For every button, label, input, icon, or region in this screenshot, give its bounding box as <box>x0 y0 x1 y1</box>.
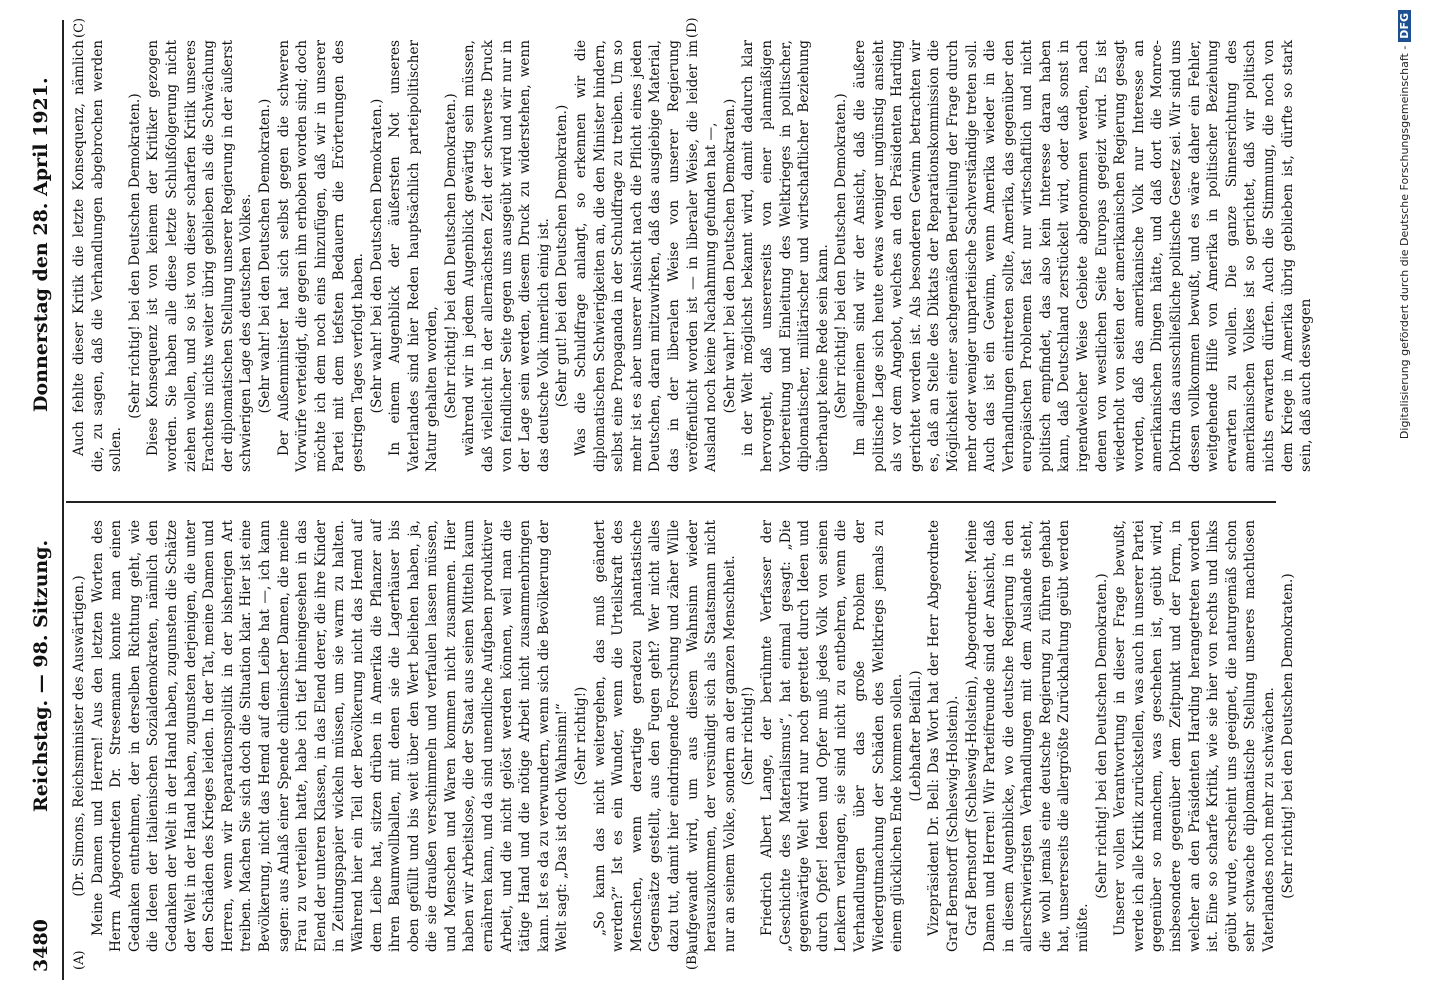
interjection: (Lebhafter Beifall.) <box>907 670 924 802</box>
paragraph: Was die Schuldfrage anlangt, so erkennen wir die diplomatischen Schwierigkeiten an, die den Minister hindern, selbst eine Propaganda in der Schuldfrage zu treiben. Um so mehr ist es aber unserer Ansicht nach die Pflicht eines jeden Deutschen, daran mitzuwirken, daß das ausgiebige Material, das in der liberalen Weise von unserer Regierung veröffentlicht worden ist — in liberaler Weise, die leider im Ausland noch keine Nachahmung gefunden hat —, <box>573 40 720 472</box>
left-column <box>70 520 1297 952</box>
margin-mark-d: (D) <box>685 17 700 38</box>
margin-mark-c: (C) <box>72 17 87 38</box>
paragraph: Der Außenminister hat sich selbst gegen die schweren Vorwürfe verteidigt, die gegen ihn erhoben worden sind; doch möchte ich dem noch eins hinzufügen, daß wir in unserer Partei mit dem tiefsten Bedauern die Erörterungen des gestrigen Tages verfolgt haben. <box>275 40 366 472</box>
interjection: (Sehr gut! bei den Deutschen Demokraten.) <box>554 104 571 408</box>
paragraph: Friedrich Albert Lange, der berühmte Verfasser der „Geschichte des Materialismus“, hat einmal gesagt: „Die gegenwärtige Welt wird nur noch gerettet durch Ideen und durch Opfer! Ideen und Opfer muß jedes Volk von seinen Lenkern verlangen, sie sind nicht zu entbehren, wenn die Verhandlungen über das große Problem der Wiedergutmachung der Schäden des Weltkriegs jemals zu einem glücklichen Ende kommen sollen. <box>758 520 906 952</box>
interjection: (Sehr richtig! bei den Deutschen Demokraten.) <box>833 93 850 419</box>
paragraph: In einem Augenblick der äußersten Not unseres Vaterlandes sind hier Reden hauptsächlich parteipolitischer Natur gehalten worden, <box>387 40 441 472</box>
interjection: (Sehr richtig!) <box>573 686 590 786</box>
page-header <box>24 28 62 972</box>
paragraph: „So kann das nicht weitergehen, das muß geändert werden?“ Ist es ein Wunder, wenn die Urteilskraft des Menschen, wenn derartige geradezu phantastische Gegensätze gestellt, aus den Fugen geht? Wer nicht alles dazu tut, damit hier eindringende Forschung und zäher Wille aufgewandt wird, um aus diesem Wahnsinn wieder herauszukommen, der versündigt sich als Staatsmann nicht nur an seinem Volke, sondern an der ganzen Menschheit. <box>591 520 738 952</box>
page-number: 3480 <box>30 919 52 972</box>
right-column <box>70 40 1316 472</box>
interjection: (Sehr richtig! bei den Deutschen Demokraten.) <box>126 93 143 419</box>
paragraph: Diese Konsequenz ist von keinem der Kritiker gezogen worden. Sie haben alle diese letzte Schlußfolgerung nicht ziehen wollen, und so ist von dieser scharfen Kritik unseres Erachtens nichts weiter übrig geblieben als die Schwächung der diplomatischen Stellung unserer Regierung in der äußerst schwierigen Lage des deutschen Volkes. <box>145 40 255 472</box>
interjection: (Sehr wahr! bei den Deutschen Demokraten.) <box>721 98 738 414</box>
paragraph: Auch fehlte dieser Kritik die letzte Konsequenz, nämlich die, zu sagen, daß die Verhandlungen abgebrochen werden sollen. <box>71 40 125 472</box>
interjection: (Sehr richtig! bei den Deutschen Demokraten.) <box>442 93 459 419</box>
paragraph: Graf Bernstorff (Schleswig-Holstein), Abgeordneter: Meine Damen und Herren! Wir Parteifreunde sind der Ansicht, daß in diesem Augenblicke, wo die deutsche Regierung in den allerschwierigsten Verhandlungen mit dem Auslande steht, die wohl jemals eine deutsche Regierung zu führen gehabt hat, unsererseits die allergrößte Zurückhaltung geübt werden müßte. <box>963 520 1092 952</box>
digitization-note <box>1398 10 1411 990</box>
paragraph: Unserer vollen Verantwortung in dieser Frage bewußt, werde ich alle Kritik zurückstellen, was auch in unserer Partei gegenüber so manchem, was geschehen ist, geübt wird, insbesondere gegenüber dem Zeitpunkt und der Form, in welcher an den Präsidenten Harding herangetreten worden ist. Eine so scharfe Kritik, wie sie hier von rechts und links geübt wurde, erscheint uns geeignet, die naturgemäß schon sehr schwache diplomatische Stellung unseres machtlosen Vaterlandes noch mehr zu schwächen. <box>1112 520 1277 952</box>
paragraph: Im allgemeinen sind wir der Ansicht, daß die äußere politische Lage sich heute etwas weniger ungünstig ansieht als vor dem Angebot, welches an den Präsidenten Harding gerichtet worden ist. Als besonderen Gewinn betrachten wir es, daß an Stelle des Diktats der Reparationskommission die Möglichkeit einer sachgemäßen Beurteilung der Frage durch mehr oder weniger unparteiische Sachverständige treten soll. Auch das ist ein Gewinn, wenn Amerika wieder in die Verhandlungen eintreten sollte, Amerika, das gegenüber den europäischen Problemen fast nur wirtschaftlich und nicht politisch empfindet, das also kein Interesse daran haben kann, daß Deutschland zerstückelt wird, oder daß sonst in irgendwelcher Weise Gebiete abgenommen werden, nach denen von westlichen Seite Europas gegeizt wird. Es ist wiederholt von seiten der amerikanischen Regierung gesagt worden, daß das amerikanische Volk nur Interesse an amerikanischen Dingen hätte, und daß dort die Monroe-Doktrin das ausschließliche politische Gesetz sei. Wir sind uns dessen vollkommen bewußt, und es wäre daher ein Fehler, weitgehende Hilfe von Amerika in politischer Beziehung erwarten zu wollen. Die ganze Sinnesrichtung des amerikanischen Volkes ist so gerichtet, daß wir politisch nichts erwarten dürfen. Auch die Stimmung, die noch von dem Kriege in Amerika übrig geblieben ist, dürfte so stark sein, daß auch deswegen <box>851 40 1315 472</box>
column-divider <box>66 501 1276 503</box>
header-rule <box>62 20 64 980</box>
margin-mark-a: (A) <box>72 950 87 970</box>
margin-mark-b: (B) <box>685 950 700 970</box>
interjection: (Sehr richtig! bei den Deutschen Demokraten.) <box>1093 573 1110 899</box>
header-session: Reichstag. — 98. Sitzung. <box>30 539 52 812</box>
paragraph: Meine Damen und Herren! Aus den letzten Worten des Herrn Abgeordneten Dr. Stresemann konnte man einen Gedanken entnehmen, der in derselben Richtung geht, wie die Ideen der italienischen Sozialdemokraten, nämlich den Gedanken der Welt in der Hand haben, zugunsten die Schätze der Welt in der Hand haben, zugunsten derjenigen, die unter den Schäden des Krieges leiden. In der Tat, meine Damen und Herren, wenn wir Reparationspolitik in der bisherigen Art treiben. Machen Sie sich doch die Situation klar. Hier ist eine Bevölkerung, nicht das Hemd auf dem Leibe hat —, ich kann sagen: aus Anlaß einer Spende chilenischer Damen, die meine Frau zu verteilen hatte, habe ich tief hineingesehen in das Elend der unteren Klassen, in das Elend derer, die ihre Kinder in Zeitungspapier wickeln müssen, um sie warm zu halten. Während hier ein Teil der Bevölkerung nicht das Hemd auf dem Leibe hat, sitzen drüben in Amerika die Pflanzer auf ihren Baumwollballen, mit denen sie die Lagerhäuser bis oben gefüllt und bis weit über den Wert beliehen haben, ja, die sie draußen verschimmeln und verfaulen lassen müssen, und Menschen und Waren kommen nicht zusammen. Hier haben wir Arbeitslose, die der Staat aus seinen Mitteln kaum ernähren kann, und da sind unendliche Aufgaben produktiver Arbeit, und die nicht gelöst werden können, weil man die tätige Hand und die nötige Arbeit nicht zusammenbringen kann. Ist es da zu verwundern, wenn sich die Bevölkerung der Welt sagt: „Das ist doch Wahnsinn!“ <box>89 520 571 952</box>
digitization-text: Digitalisierung gefördert durch die Deutsche Forschungsgemeinschaft - <box>1398 45 1411 440</box>
interjection: (Sehr richtig!) <box>740 686 757 786</box>
interjection: (Sehr wahr! bei den Deutschen Demokraten.) <box>368 98 385 414</box>
paragraph: Vizepräsident Dr. Bell: Das Wort hat der Herr Abgeordnete Graf Bernstorff (Schleswig-Holstein). <box>926 520 961 952</box>
interjection: (Sehr wahr! bei den Deutschen Demokraten.) <box>256 98 273 414</box>
paragraph: in der Welt möglichst bekannt wird, damit dadurch klar hervorgeht, daß unsererseits von einer planmäßigen Vorbereitung und Einleitung des Weltkrieges in politischer, diplomatischer, militärischer und wirtschaftlicher Beziehung überhaupt keine Rede sein kann. <box>740 40 831 472</box>
interjection: (Dr. Simons, Reichsminister des Auswärtigen.) <box>71 575 87 897</box>
dfg-logo: DFG <box>1398 10 1411 42</box>
header-date: Donnerstag den 28. April 1921. <box>30 77 52 412</box>
paragraph: während wir in jedem Augenblick gewärtig sein müssen, daß vielleicht in der allernächsten Zeit der schwerste Druck von feindlicher Seite gegen uns ausgeübt wird und wir nur in der Lage sein werden, diesem Druck zu widerstehen, wenn das deutsche Volk innerlich einig ist. <box>461 40 552 472</box>
interjection: (Sehr richtig! bei den Deutschen Demokraten.) <box>1279 573 1296 899</box>
